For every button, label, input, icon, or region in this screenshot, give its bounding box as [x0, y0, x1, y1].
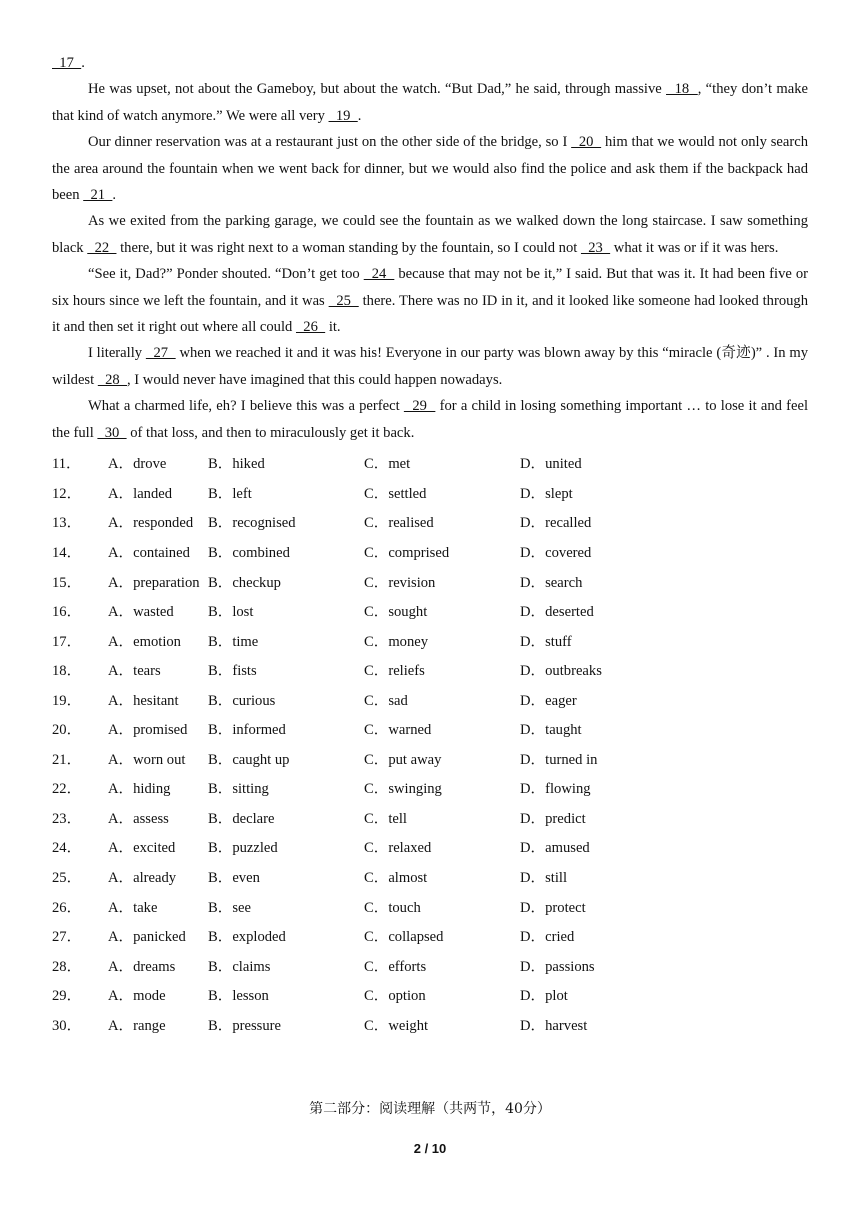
option-b: B．even — [208, 870, 260, 887]
passage-paragraph-5: I literally 27 when we reached it and it was his! Everyone in our party was blown away by this “miracle (奇迹)” . In my wildest 28 , I would never have imagined that this could happen nowadays. — [52, 345, 809, 388]
blank-28: 28 — [97, 371, 127, 388]
option-c: C．tell — [364, 810, 407, 827]
option-d: D．deserted — [520, 604, 594, 621]
question-number: 15． — [52, 574, 82, 591]
option-d: D．flowing — [520, 781, 591, 798]
option-c: C．comprised — [364, 545, 450, 561]
option-d: D．united — [520, 456, 582, 473]
question-number: 14． — [52, 545, 82, 561]
option-c: C．put away — [364, 751, 442, 768]
option-a: A．hiding — [108, 781, 171, 798]
option-d: D．covered — [520, 545, 592, 561]
option-b: B．combined — [208, 545, 290, 561]
option-b: B．recognised — [208, 515, 296, 532]
question-number: 19． — [52, 692, 82, 709]
option-row — [52, 803, 808, 833]
question-number: 16． — [52, 604, 82, 621]
option-d: D．search — [520, 574, 583, 591]
option-a: A．drove — [108, 456, 167, 473]
option-d: D．still — [520, 870, 568, 887]
question-number: 29． — [52, 988, 82, 1005]
question-number: 12． — [52, 485, 82, 502]
option-b: B．curious — [208, 692, 276, 709]
option-b: B．fists — [208, 663, 257, 680]
question-number: 28． — [52, 958, 82, 975]
option-a: A．excited — [108, 840, 176, 857]
option-d: D．plot — [520, 988, 568, 1005]
option-c: C．collapsed — [364, 929, 444, 946]
option-a: A．hesitant — [108, 692, 179, 709]
option-a: A．tears — [108, 663, 161, 680]
option-row — [52, 537, 808, 567]
question-number: 24． — [52, 840, 82, 857]
option-d: D．slept — [520, 485, 573, 502]
question-number: 30． — [52, 1017, 82, 1034]
option-c: C．option — [364, 988, 426, 1005]
option-a: A．preparation — [108, 574, 200, 591]
option-d: D．harvest — [520, 1017, 588, 1034]
option-b: B．lesson — [208, 988, 269, 1005]
passage-paragraph-6: What a charmed life, eh? I believe this was a perfect 29 for a child in losing something important … to lose it and feel the full 30 of that loss, and then to miraculously get it back. — [52, 398, 809, 441]
question-number: 22． — [52, 781, 82, 798]
blank-23: 23 — [580, 239, 611, 256]
option-b: B．pressure — [208, 1017, 281, 1034]
blank-22: 22 — [87, 239, 117, 256]
option-a: A．contained — [108, 545, 190, 561]
question-number: 23． — [52, 810, 82, 827]
option-row — [52, 950, 808, 980]
question-number: 26． — [52, 899, 82, 916]
option-a: A．range — [108, 1017, 166, 1034]
option-b: B．checkup — [208, 574, 281, 591]
option-row — [52, 862, 808, 892]
option-row — [52, 625, 808, 655]
option-row — [52, 684, 808, 714]
option-row — [52, 655, 808, 685]
page-number: 2 / 10 — [413, 1141, 447, 1156]
passage-paragraph-1: He was upset, not about the Gameboy, but about the watch. “But Dad,” he said, through massive 18 , “they don’t make that kind of watch anymore.” We were all very 19 . — [52, 81, 808, 124]
option-c: C．settled — [364, 485, 427, 502]
option-b: B．time — [208, 633, 259, 650]
option-a: A．landed — [108, 485, 173, 502]
question-number: 11． — [52, 456, 81, 473]
option-row — [52, 714, 808, 744]
option-d: D．outbreaks — [520, 663, 602, 680]
option-a: A．promised — [108, 722, 188, 739]
option-row — [52, 507, 808, 537]
option-c: C．sought — [364, 604, 428, 621]
option-c: C．relaxed — [364, 840, 432, 857]
blank-18: 18 — [666, 81, 698, 98]
option-b: B．exploded — [208, 929, 286, 946]
option-b: B．informed — [208, 722, 286, 739]
option-c: C．almost — [364, 870, 428, 887]
option-b: B．left — [208, 485, 252, 502]
option-c: C．reliefs — [364, 663, 425, 680]
passage-paragraph-4: “See it, Dad?” Ponder shouted. “Don’t get too 24 because that may not be it,” I said. But that was it. It had been five or six hours since we left the fountain, and it was 25 there. There was no ID in it, and it looked like someone had looked through it and then set it right out where all could 26 it. — [52, 266, 809, 336]
question-number: 13． — [52, 515, 82, 532]
blank-24: 24 — [363, 266, 395, 283]
passage-paragraph-3: As we exited from the parking garage, we could see the fountain as we walked down the long staircase. I saw something black 22 there, but it was right next to a woman standing by the fountain, so I could not 23 what it was or if it was hers. — [52, 213, 808, 256]
option-c: C．sad — [364, 692, 408, 709]
option-b: B．lost — [208, 604, 254, 621]
option-d: D．taught — [520, 722, 582, 739]
answer-options — [52, 448, 808, 1039]
option-a: A．panicked — [108, 929, 186, 946]
option-a: A．worn out — [108, 751, 186, 768]
blank-26: 26 — [295, 319, 326, 336]
option-row — [52, 891, 808, 921]
option-a: A．responded — [108, 515, 194, 532]
option-row — [52, 448, 808, 478]
option-b: B．declare — [208, 810, 275, 827]
option-d: D．cried — [520, 929, 575, 946]
passage-paragraph-0: 17 . — [52, 55, 85, 71]
option-d: D．recalled — [520, 515, 592, 532]
option-a: A．mode — [108, 988, 166, 1005]
blank-21: 21 — [83, 187, 113, 204]
option-a: A．dreams — [108, 958, 176, 975]
option-c: C．met — [364, 456, 411, 473]
option-row — [52, 921, 808, 951]
option-row — [52, 478, 808, 508]
option-d: D．amused — [520, 840, 590, 857]
option-c: C．swinging — [364, 781, 442, 798]
option-a: A．emotion — [108, 633, 181, 650]
option-c: C．warned — [364, 722, 432, 739]
option-c: C．touch — [364, 899, 421, 916]
option-b: B．caught up — [208, 751, 290, 768]
option-d: D．protect — [520, 899, 586, 916]
option-d: D．turned in — [520, 751, 598, 768]
option-b: B．claims — [208, 958, 271, 975]
question-number: 18． — [52, 663, 82, 680]
option-b: B．hiked — [208, 456, 265, 473]
blank-27: 27 — [145, 345, 176, 362]
option-a: A．wasted — [108, 604, 174, 621]
blank-20: 20 — [571, 134, 602, 151]
passage-paragraph-2: Our dinner reservation was at a restaurant just on the other side of the bridge, so I 20 him that we would not only search the area around the fountain when we went back for dinner, but we would also find the police and ask them if the backpack had been 21 . — [52, 134, 809, 204]
option-c: C．weight — [364, 1017, 429, 1034]
blank-17: 17 — [52, 55, 82, 71]
option-d: D．eager — [520, 692, 577, 709]
question-number: 21． — [52, 751, 82, 768]
option-c: C．realised — [364, 515, 434, 532]
question-number: 20． — [52, 722, 82, 739]
option-b: B．see — [208, 899, 251, 916]
option-d: D．predict — [520, 810, 586, 827]
blank-19: 19 — [328, 107, 358, 124]
option-d: D．passions — [520, 958, 595, 975]
option-row — [52, 566, 808, 596]
option-a: A．take — [108, 899, 158, 916]
option-row — [52, 1009, 808, 1039]
option-row — [52, 980, 808, 1010]
blank-29: 29 — [403, 398, 436, 415]
option-row — [52, 832, 808, 862]
option-d: D．stuff — [520, 633, 572, 650]
question-number: 25． — [52, 870, 82, 887]
option-b: B．sitting — [208, 781, 269, 798]
blank-30: 30 — [97, 424, 127, 441]
section-heading: 第二部分：阅读理解（共两节，40分） — [309, 1101, 551, 1117]
option-c: C．efforts — [364, 958, 427, 975]
blank-25: 25 — [328, 292, 359, 309]
document-page — [52, 50, 808, 1039]
option-a: A．assess — [108, 810, 169, 827]
option-row — [52, 773, 808, 803]
option-b: B．puzzled — [208, 840, 278, 857]
option-c: C．money — [364, 633, 429, 650]
option-c: C．revision — [364, 574, 436, 591]
option-row — [52, 744, 808, 774]
question-number: 27． — [52, 929, 82, 946]
option-a: A．already — [108, 870, 177, 887]
option-row — [52, 596, 808, 626]
question-number: 17． — [52, 633, 82, 650]
